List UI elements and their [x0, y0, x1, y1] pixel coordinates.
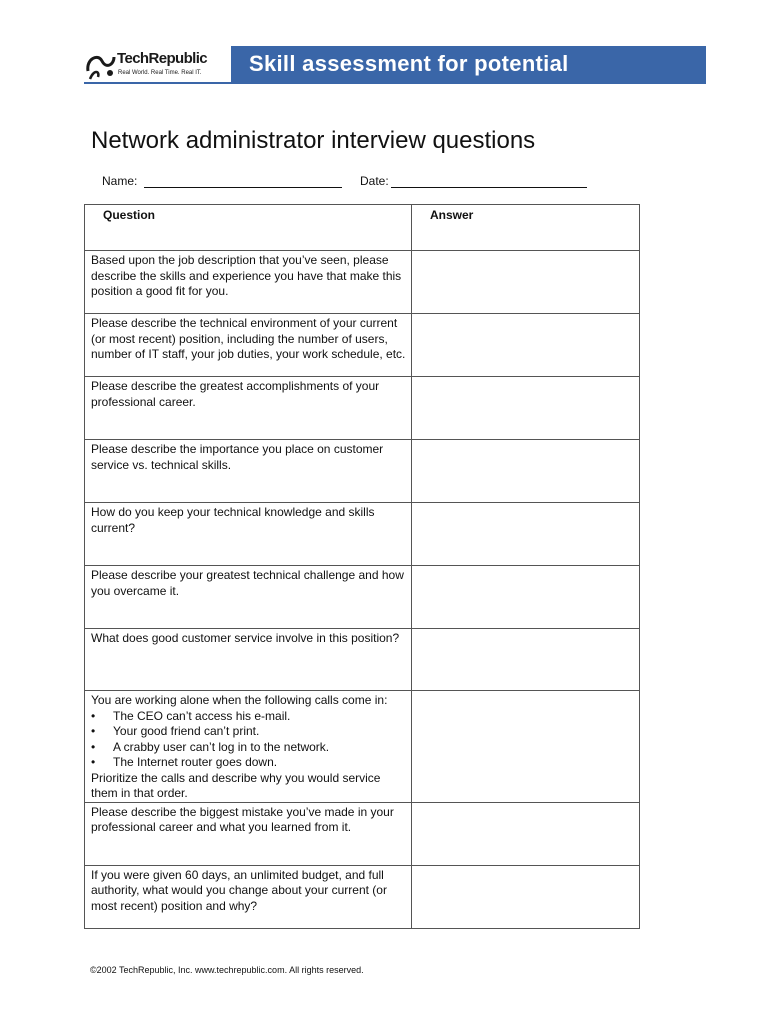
question-intro: You are working alone when the following calls come in: [91, 693, 388, 707]
table-row [85, 691, 640, 803]
question-cell: Please describe the technical environment of your current (or most recent) position, including the number of users, number of IT staff, your job duties, your work schedule, etc. [85, 314, 412, 377]
answer-cell[interactable] [412, 503, 640, 566]
logo-tagline: Real World. Real Time. Real IT. [118, 70, 202, 76]
table-header-row [85, 205, 640, 251]
bullet-dot: • [91, 724, 96, 738]
table-row [85, 503, 640, 566]
question-cell: Please describe your greatest technical challenge and how you overcame it. [85, 566, 412, 629]
answer-cell[interactable] [412, 629, 640, 691]
name-field[interactable] [144, 187, 342, 188]
list-item: • The CEO can’t access his e-mail. [91, 708, 291, 723]
question-cell: Please describe the importance you place on customer service vs. technical skills. [85, 440, 412, 503]
logo-brand-name: TechRepublic [117, 50, 208, 67]
date-label: Date: [360, 174, 389, 188]
answer-cell[interactable] [412, 802, 640, 865]
answer-cell[interactable] [412, 251, 640, 314]
answer-cell[interactable] [412, 377, 640, 440]
question-cell: Please describe the greatest accomplishments of your professional career. [85, 377, 412, 440]
bullet-dot: • [91, 708, 96, 723]
answer-cell[interactable] [412, 314, 640, 377]
list-item: • The Internet router goes down. [91, 755, 278, 769]
copyright-footer: ©2002 TechRepublic, Inc. www.techrepublic.com. All rights reserved. [90, 965, 364, 975]
table-row [85, 251, 640, 314]
answer-cell[interactable] [412, 691, 640, 803]
table-row [85, 377, 640, 440]
name-label: Name: [102, 174, 138, 188]
table-row [85, 314, 640, 377]
bullet-dot: • [91, 739, 96, 754]
list-item: • A crabby user can’t log in to the network. [91, 739, 330, 754]
table-row [85, 566, 640, 629]
answer-cell[interactable] [412, 865, 640, 928]
question-cell: If you were given 60 days, an unlimited budget, and full authority, what would you change about your current (or most recent) position and why? [85, 865, 412, 928]
answer-column-header: Answer [412, 205, 640, 251]
question-cell: What does good customer service involve in this position? [85, 629, 412, 691]
document-title: Network administrator interview questions [91, 127, 536, 154]
date-field[interactable] [391, 187, 587, 188]
techrepublic-logo [84, 47, 224, 87]
interview-questions-table [84, 204, 640, 929]
question-cell: How do you keep your technical knowledge and skills current? [85, 503, 412, 566]
table-row [85, 440, 640, 503]
techrepublic-swoosh-icon [84, 49, 118, 83]
table-row [85, 865, 640, 928]
header-divider [84, 82, 706, 84]
question-outro: Prioritize the calls and describe why you would service them in that order. [91, 770, 381, 800]
answer-cell[interactable] [412, 566, 640, 629]
bullet-dot: • [91, 755, 96, 769]
question-cell: Based upon the job description that you’ve seen, please describe the skills and experience you have that make this position a good fit for you. [85, 251, 412, 314]
header-banner: Skill assessment for potential [231, 46, 706, 82]
question-column-header: Question [85, 205, 412, 251]
table-row [85, 629, 640, 691]
answer-cell[interactable] [412, 440, 640, 503]
list-item: • Your good friend can’t print. [91, 724, 260, 738]
question-cell [85, 691, 412, 803]
table-row [85, 802, 640, 865]
question-cell: Please describe the biggest mistake you’ve made in your professional career and what you learned from it. [85, 802, 412, 865]
